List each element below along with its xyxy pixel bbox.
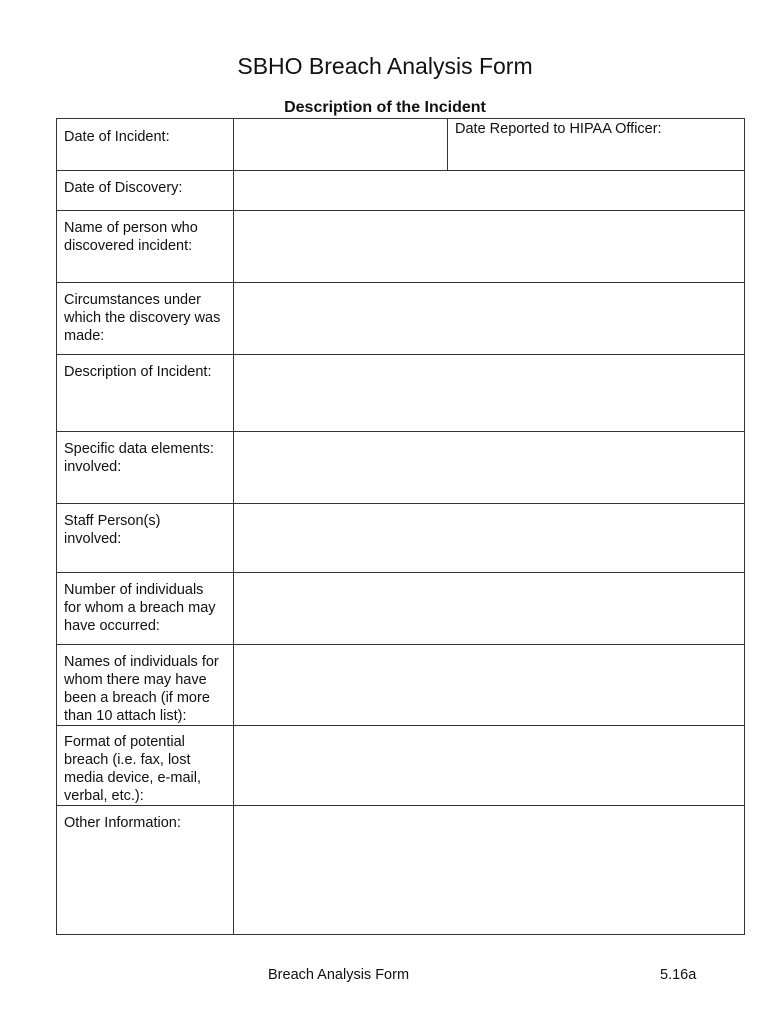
incident-form-table [56,118,745,935]
form-row-date-of-incident [57,119,745,171]
label-line: Format of potential [64,734,185,750]
label-line: made: [64,328,105,344]
data-elements-field[interactable] [234,432,745,504]
staff-field[interactable] [234,504,745,573]
description-field[interactable] [234,355,745,432]
form-row-other-information [57,806,745,935]
label-line: Specific data elements: [64,441,214,457]
footer-form-number: 5.16a [660,967,697,983]
format-field[interactable] [234,726,745,806]
format-label [57,726,234,806]
date-reported-field[interactable] [448,119,745,171]
label-line: Names of individuals for [64,654,219,670]
label-line: media device, e-mail, [64,770,201,786]
label-line: discovered incident: [64,238,193,254]
label-line: have occurred: [64,618,160,634]
label-line: for whom a breach may [64,600,216,616]
other-information-field[interactable] [234,806,745,935]
staff-label [57,504,234,573]
label-line: Circumstances under [64,292,201,308]
label-line: Date of Incident: [64,129,170,145]
number-of-individuals-field[interactable] [234,573,745,645]
label-line: been a breach (if more [64,690,210,706]
date-of-incident-label [57,119,234,171]
label-line: Number of individuals [64,582,204,598]
form-title: SBHO Breach Analysis Form [237,53,533,79]
description-label [57,355,234,432]
date-of-discovery-label [57,171,234,211]
data-elements-label [57,432,234,504]
label-line: Description of Incident: [64,364,212,380]
circumstances-field[interactable] [234,283,745,355]
date-of-incident-field[interactable] [234,119,448,171]
form-row-data-elements [57,432,745,504]
label-line: Other Information: [64,815,181,831]
label-line: breach (i.e. fax, lost [64,752,191,768]
date-reported-label: Date Reported to HIPAA Officer: [455,121,662,137]
form-row-format [57,726,745,806]
names-of-individuals-field[interactable] [234,645,745,726]
label-line: than 10 attach list): [64,708,187,724]
section-heading: Description of the Incident [284,99,486,116]
date-of-discovery-field[interactable] [234,171,745,211]
label-line: which the discovery was [64,310,221,326]
form-row-discovered-by [57,211,745,283]
discovered-by-label [57,211,234,283]
names-of-individuals-label [57,645,234,726]
label-line: Date of Discovery: [64,180,183,196]
label-line: Name of person who [64,220,198,236]
label-line: whom there may have [64,672,207,688]
form-row-number-of-individuals [57,573,745,645]
label-line: involved: [64,531,122,547]
discovered-by-field[interactable] [234,211,745,283]
form-row-date-of-discovery [57,171,745,211]
number-of-individuals-label [57,573,234,645]
label-line: involved: [64,459,122,475]
form-row-circumstances [57,283,745,355]
label-line: verbal, etc.): [64,788,144,804]
circumstances-label [57,283,234,355]
form-row-names-of-individuals [57,645,745,726]
form-row-description [57,355,745,432]
footer-form-name: Breach Analysis Form [268,967,410,983]
form-row-staff [57,504,745,573]
other-information-label [57,806,234,935]
label-line: Staff Person(s) [64,513,161,529]
